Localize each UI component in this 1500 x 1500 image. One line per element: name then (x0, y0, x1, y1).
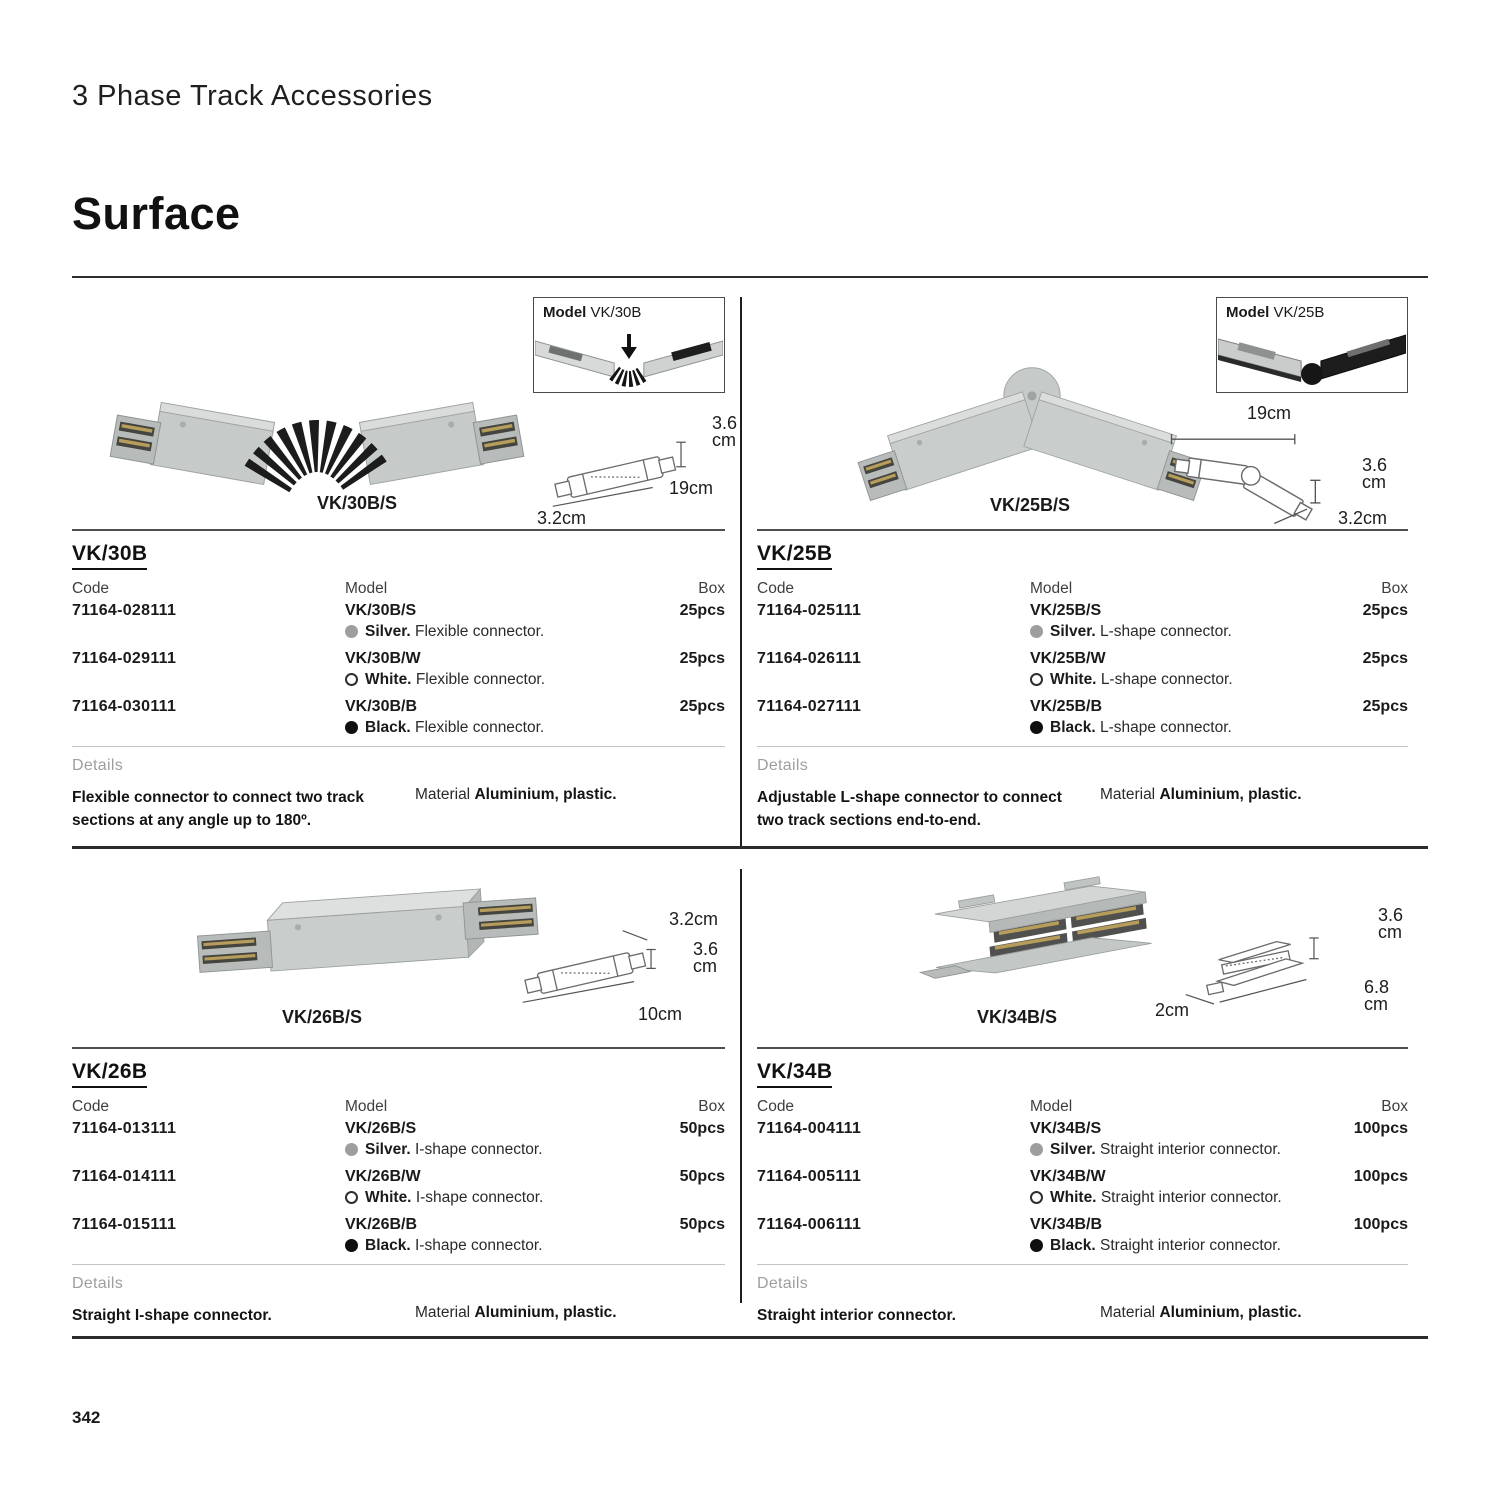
header-code: Code (72, 1097, 110, 1115)
product-image-area (757, 297, 1408, 529)
model-name: VK/25B/W (1030, 649, 1106, 667)
product-caption: VK/30B/S (316, 493, 398, 513)
header-model: Model (345, 579, 388, 597)
variant-desc: Flexible connector. (414, 718, 545, 736)
table-header (757, 1098, 1408, 1116)
details-label: Details (757, 1274, 809, 1292)
product-code: 71164-025111 (757, 601, 862, 619)
dim-width: 3.2cm (537, 507, 587, 528)
details-rule (72, 746, 725, 747)
model-name: VK/30B/S (345, 601, 417, 619)
dim-length: 19cm (1247, 403, 1292, 423)
product-photo-interior-connector (882, 871, 1202, 999)
material-value: Aluminium, plastic. (474, 1303, 617, 1321)
product-description: Adjustable L-shape connector to connect two track sections end-to-end. (757, 788, 1062, 829)
color-dot-white (1030, 1191, 1043, 1204)
header-model: Model (345, 1097, 388, 1115)
header-box: Box (698, 1097, 725, 1115)
table-row (757, 698, 1408, 737)
table-row (72, 698, 725, 737)
dim-width: 3.2cm (1337, 507, 1387, 528)
color-name: Black. (1050, 1236, 1096, 1254)
details-body (757, 786, 1408, 833)
model-inset-photo (1218, 331, 1406, 391)
product-caption: VK/34B/S (976, 1007, 1058, 1027)
dim-height: 3.6 cm (692, 939, 718, 977)
product-table (757, 580, 1408, 737)
color-dot-silver (1030, 625, 1043, 638)
model-name: VK/26B/B (345, 1215, 418, 1233)
box-qty: 100pcs (1353, 1215, 1408, 1233)
material-line (1100, 1304, 1408, 1327)
color-name: Silver. (1050, 622, 1096, 640)
table-row (757, 1216, 1408, 1255)
variant-desc: I-shape connector. (415, 1140, 543, 1158)
material-label: Material (1100, 1303, 1156, 1321)
dim-height: 3.6 cm (711, 413, 737, 451)
dimension-diagram (1155, 405, 1387, 527)
dim-height: 3.6 cm (1361, 455, 1387, 493)
color-dot-black (1030, 721, 1043, 734)
model-name: VK/25B/B (1030, 697, 1103, 715)
box-qty: 25pcs (1362, 601, 1408, 619)
model-name: VK/30B/B (345, 697, 418, 715)
model-name: VK/30B/W (345, 649, 421, 667)
product-caption: VK/26B/S (281, 1007, 363, 1027)
box-qty: 25pcs (679, 697, 725, 715)
color-name: White. (1050, 670, 1097, 688)
product-code: 71164-026111 (757, 649, 862, 667)
variant-desc: Straight interior connector. (1099, 1236, 1281, 1254)
product-description: Straight I-shape connector. (72, 1306, 272, 1324)
table-row (757, 1168, 1408, 1207)
material-label: Material (415, 785, 471, 803)
product-code: 71164-004111 (757, 1119, 862, 1137)
model-inset-box (1216, 297, 1408, 393)
variant-desc: L-shape connector. (1100, 622, 1232, 640)
material-line (415, 1304, 725, 1327)
page-title: Surface (72, 188, 241, 239)
table-row (72, 602, 725, 641)
color-name: Black. (365, 718, 411, 736)
product-section-vk30b (72, 297, 737, 832)
dim-length: 10cm (637, 1003, 682, 1024)
dim-height: 3.6 cm (1377, 905, 1403, 943)
product-code: 71164-029111 (72, 649, 177, 667)
row-separator-rule (72, 846, 1428, 849)
model-inset-box (533, 297, 725, 393)
section-heading: VK/26B (72, 1060, 147, 1088)
variant-desc: Straight interior connector. (1100, 1140, 1281, 1158)
material-label: Material (415, 1303, 471, 1321)
model-name: VK/26B/W (345, 1167, 421, 1185)
product-image-area (757, 869, 1408, 1047)
dim-width: 3.2cm (668, 909, 718, 929)
box-qty: 25pcs (679, 649, 725, 667)
color-name: Black. (1050, 718, 1096, 736)
page-number: 342 (72, 1408, 101, 1427)
color-name: Silver. (365, 622, 411, 640)
dim-length: 19cm (668, 477, 713, 498)
color-dot-silver (345, 1143, 358, 1156)
header-code: Code (757, 579, 795, 597)
color-dot-white (1030, 673, 1043, 686)
product-code: 71164-006111 (757, 1215, 862, 1233)
color-dot-black (1030, 1239, 1043, 1252)
variant-desc: I-shape connector. (414, 1236, 543, 1254)
table-header (757, 580, 1408, 598)
model-name: VK/34B/B (1030, 1215, 1103, 1233)
product-code: 71164-005111 (757, 1167, 862, 1185)
table-row (757, 602, 1408, 641)
box-qty: 100pcs (1353, 1167, 1408, 1185)
product-caption: VK/25B/S (989, 495, 1071, 515)
color-name: White. (1050, 1188, 1097, 1206)
product-table (72, 1098, 725, 1255)
product-description: Flexible connector to connect two track sections at any angle up to 180º. (72, 788, 364, 829)
table-header (72, 580, 725, 598)
variant-desc: Straight interior connector. (1100, 1188, 1282, 1206)
model-name: VK/26B/S (345, 1119, 417, 1137)
product-table (757, 1098, 1408, 1255)
section-heading: VK/30B (72, 542, 147, 570)
category-heading: 3 Phase Track Accessories (72, 80, 433, 112)
header-code: Code (72, 579, 110, 597)
variant-desc: L-shape connector. (1100, 670, 1233, 688)
table-header (72, 1098, 725, 1116)
table-row (757, 650, 1408, 689)
product-image-area (72, 297, 737, 529)
column-divider-top (740, 297, 742, 846)
product-description: Straight interior connector. (757, 1306, 956, 1324)
model-inset-photo (535, 331, 723, 391)
dim-length: 6.8 cm (1363, 976, 1389, 1014)
product-code: 71164-014111 (72, 1167, 177, 1185)
box-qty: 50pcs (679, 1215, 725, 1233)
color-name: White. (365, 670, 412, 688)
variant-desc: L-shape connector. (1099, 718, 1232, 736)
table-row (72, 650, 725, 689)
color-dot-white (345, 1191, 358, 1204)
color-dot-black (345, 1239, 358, 1252)
model-label: Model (1226, 304, 1270, 321)
variant-desc: Flexible connector. (415, 670, 546, 688)
details-body (72, 1304, 725, 1327)
model-name: VK/25B/S (1030, 601, 1102, 619)
model-inset-label (1217, 298, 1407, 321)
box-qty: 25pcs (1362, 697, 1408, 715)
color-name: Silver. (1050, 1140, 1096, 1158)
product-code: 71164-028111 (72, 601, 177, 619)
details-label: Details (757, 756, 809, 774)
product-table (72, 580, 725, 737)
box-qty: 25pcs (1362, 649, 1408, 667)
column-divider-bottom (740, 869, 742, 1303)
details-rule (72, 1264, 725, 1265)
section-heading: VK/34B (757, 1060, 832, 1088)
table-row (757, 1120, 1408, 1159)
table-row (72, 1168, 725, 1207)
model-label: Model (543, 304, 587, 321)
material-line (415, 786, 725, 833)
dimension-diagram (537, 415, 737, 527)
dimension-diagram (500, 911, 718, 1023)
table-row (72, 1216, 725, 1255)
material-line (1100, 786, 1408, 833)
product-section-vk26b (72, 869, 725, 1327)
variant-desc: Flexible connector. (415, 622, 545, 640)
variant-desc: I-shape connector. (415, 1188, 544, 1206)
header-model: Model (1030, 1097, 1073, 1115)
details-rule (757, 1264, 1408, 1265)
product-section-vk25b (757, 297, 1408, 832)
bottom-rule (72, 1336, 1428, 1339)
model-name: VK/34B/W (1030, 1167, 1106, 1185)
box-qty: 50pcs (679, 1119, 725, 1137)
product-code: 71164-030111 (72, 697, 177, 715)
product-section-vk34b (757, 869, 1408, 1327)
details-label: Details (72, 756, 124, 774)
model-value: VK/25B (1273, 304, 1325, 321)
product-code: 71164-015111 (72, 1215, 177, 1233)
material-value: Aluminium, plastic. (474, 785, 617, 803)
header-box: Box (1381, 1097, 1408, 1115)
box-qty: 25pcs (679, 601, 725, 619)
header-code: Code (757, 1097, 795, 1115)
header-box: Box (1381, 579, 1408, 597)
details-label: Details (72, 1274, 124, 1292)
dim-width: 2cm (1155, 999, 1190, 1020)
box-qty: 50pcs (679, 1167, 725, 1185)
details-rule (757, 746, 1408, 747)
dimension-diagram (1155, 907, 1403, 1019)
color-name: Silver. (365, 1140, 411, 1158)
model-value: VK/30B (590, 304, 642, 321)
details-body (72, 786, 725, 833)
table-row (72, 1120, 725, 1159)
header-box: Box (698, 579, 725, 597)
product-image-area (72, 869, 725, 1047)
title-rule (72, 276, 1428, 278)
product-code: 71164-027111 (757, 697, 862, 715)
section-heading: VK/25B (757, 542, 832, 570)
material-label: Material (1100, 785, 1156, 803)
color-dot-silver (345, 625, 358, 638)
color-dot-silver (1030, 1143, 1043, 1156)
product-code: 71164-013111 (72, 1119, 177, 1137)
model-inset-label (534, 298, 724, 321)
color-name: Black. (365, 1236, 411, 1254)
header-model: Model (1030, 579, 1073, 597)
color-dot-black (345, 721, 358, 734)
color-name: White. (365, 1188, 412, 1206)
material-value: Aluminium, plastic. (1159, 1303, 1302, 1321)
details-body (757, 1304, 1408, 1327)
material-value: Aluminium, plastic. (1159, 785, 1302, 803)
color-dot-white (345, 673, 358, 686)
model-name: VK/34B/S (1030, 1119, 1102, 1137)
box-qty: 100pcs (1353, 1119, 1408, 1137)
